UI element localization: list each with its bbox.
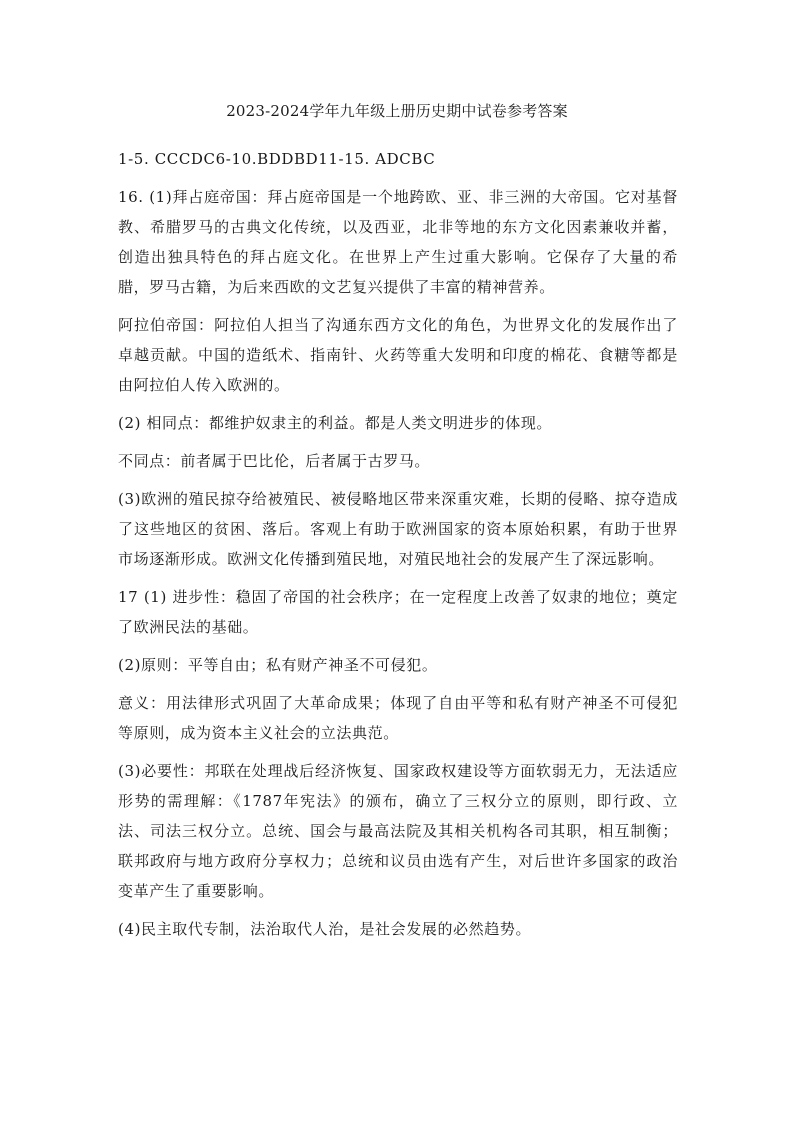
answer-17-2-principle: (2)原则：平等自由；私有财产神圣不可侵犯。 [118,656,438,674]
answer-17-1: 17 (1) 进步性：稳固了帝国的社会秩序；在一定程度上改善了奴隶的地位；奠定了欧洲民法的基础。 [118,588,678,636]
answer-17-3: (3)必要性：邦联在处理战后经济恢复、国家政权建设等方面软弱无力，无法适应形势的需理解：《1787年宪法》的颁布，确立了三权分立的原则，即行政、立法、司法三权分立。总统、国会与最高法院及其相关机构各司其职，相互制衡；联邦政府与地方政府分享权力；总统和议员由选有产生，对后世许多国家的政治变革产生了重要影响。 [118,762,678,900]
answer-17-2-significance: 意义：用法律形式巩固了大革命成果；体现了自由平等和私有财产神圣不可侵犯等原则，成为资本主义社会的立法典范。 [118,694,678,742]
answer-17-4: (4)民主取代专制，法治取代人治，是社会发展的必然趋势。 [118,920,532,938]
answer-16-3: (3)欧洲的殖民掠夺给被殖民、被侵略地区带来深重灾难，长期的侵略、掠夺造成了这些地区的贫困、落后。客观上有助于欧洲国家的资本原始积累，有助于世界市场逐渐形成。欧洲文化传播到殖民地，对殖民地社会的发展产生了深远影响。 [118,490,678,568]
answer-16-1-arab: 阿拉伯帝国：阿拉伯人担当了沟通东西方文化的角色，为世界文化的发展作出了卓越贡献。中国的造纸术、指南针、火药等重大发明和印度的棉花、食糖等都是由阿拉伯人传入欧洲的。 [118,316,678,394]
answer-content [118,144,678,952]
answer-choices-line: 1-5. CCCDC6-10.BDDBD11-15. ADCBC [118,150,436,168]
answer-16-2-similarity: (2) 相同点：都维护奴隶主的利益。都是人类文明进步的体现。 [118,414,553,432]
answer-16-1-byzantine: 16. (1)拜占庭帝国：拜占庭帝国是一个地跨欧、亚、非三洲的大帝国。它对基督教、希腊罗马的古典文化传统，以及西亚，北非等地的东方文化因素兼收并蓄，创造出独具特色的拜占庭文化。在世界上产生过重大影响。它保存了大量的希腊，罗马古籍，为后来西欧的文艺复兴提供了丰富的精神营养。 [118,188,678,296]
document-title: 2023-2024学年九年级上册历史期中试卷参考答案 [226,102,568,120]
answer-16-2-difference: 不同点：前者属于巴比伦，后者属于古罗马。 [118,452,431,470]
